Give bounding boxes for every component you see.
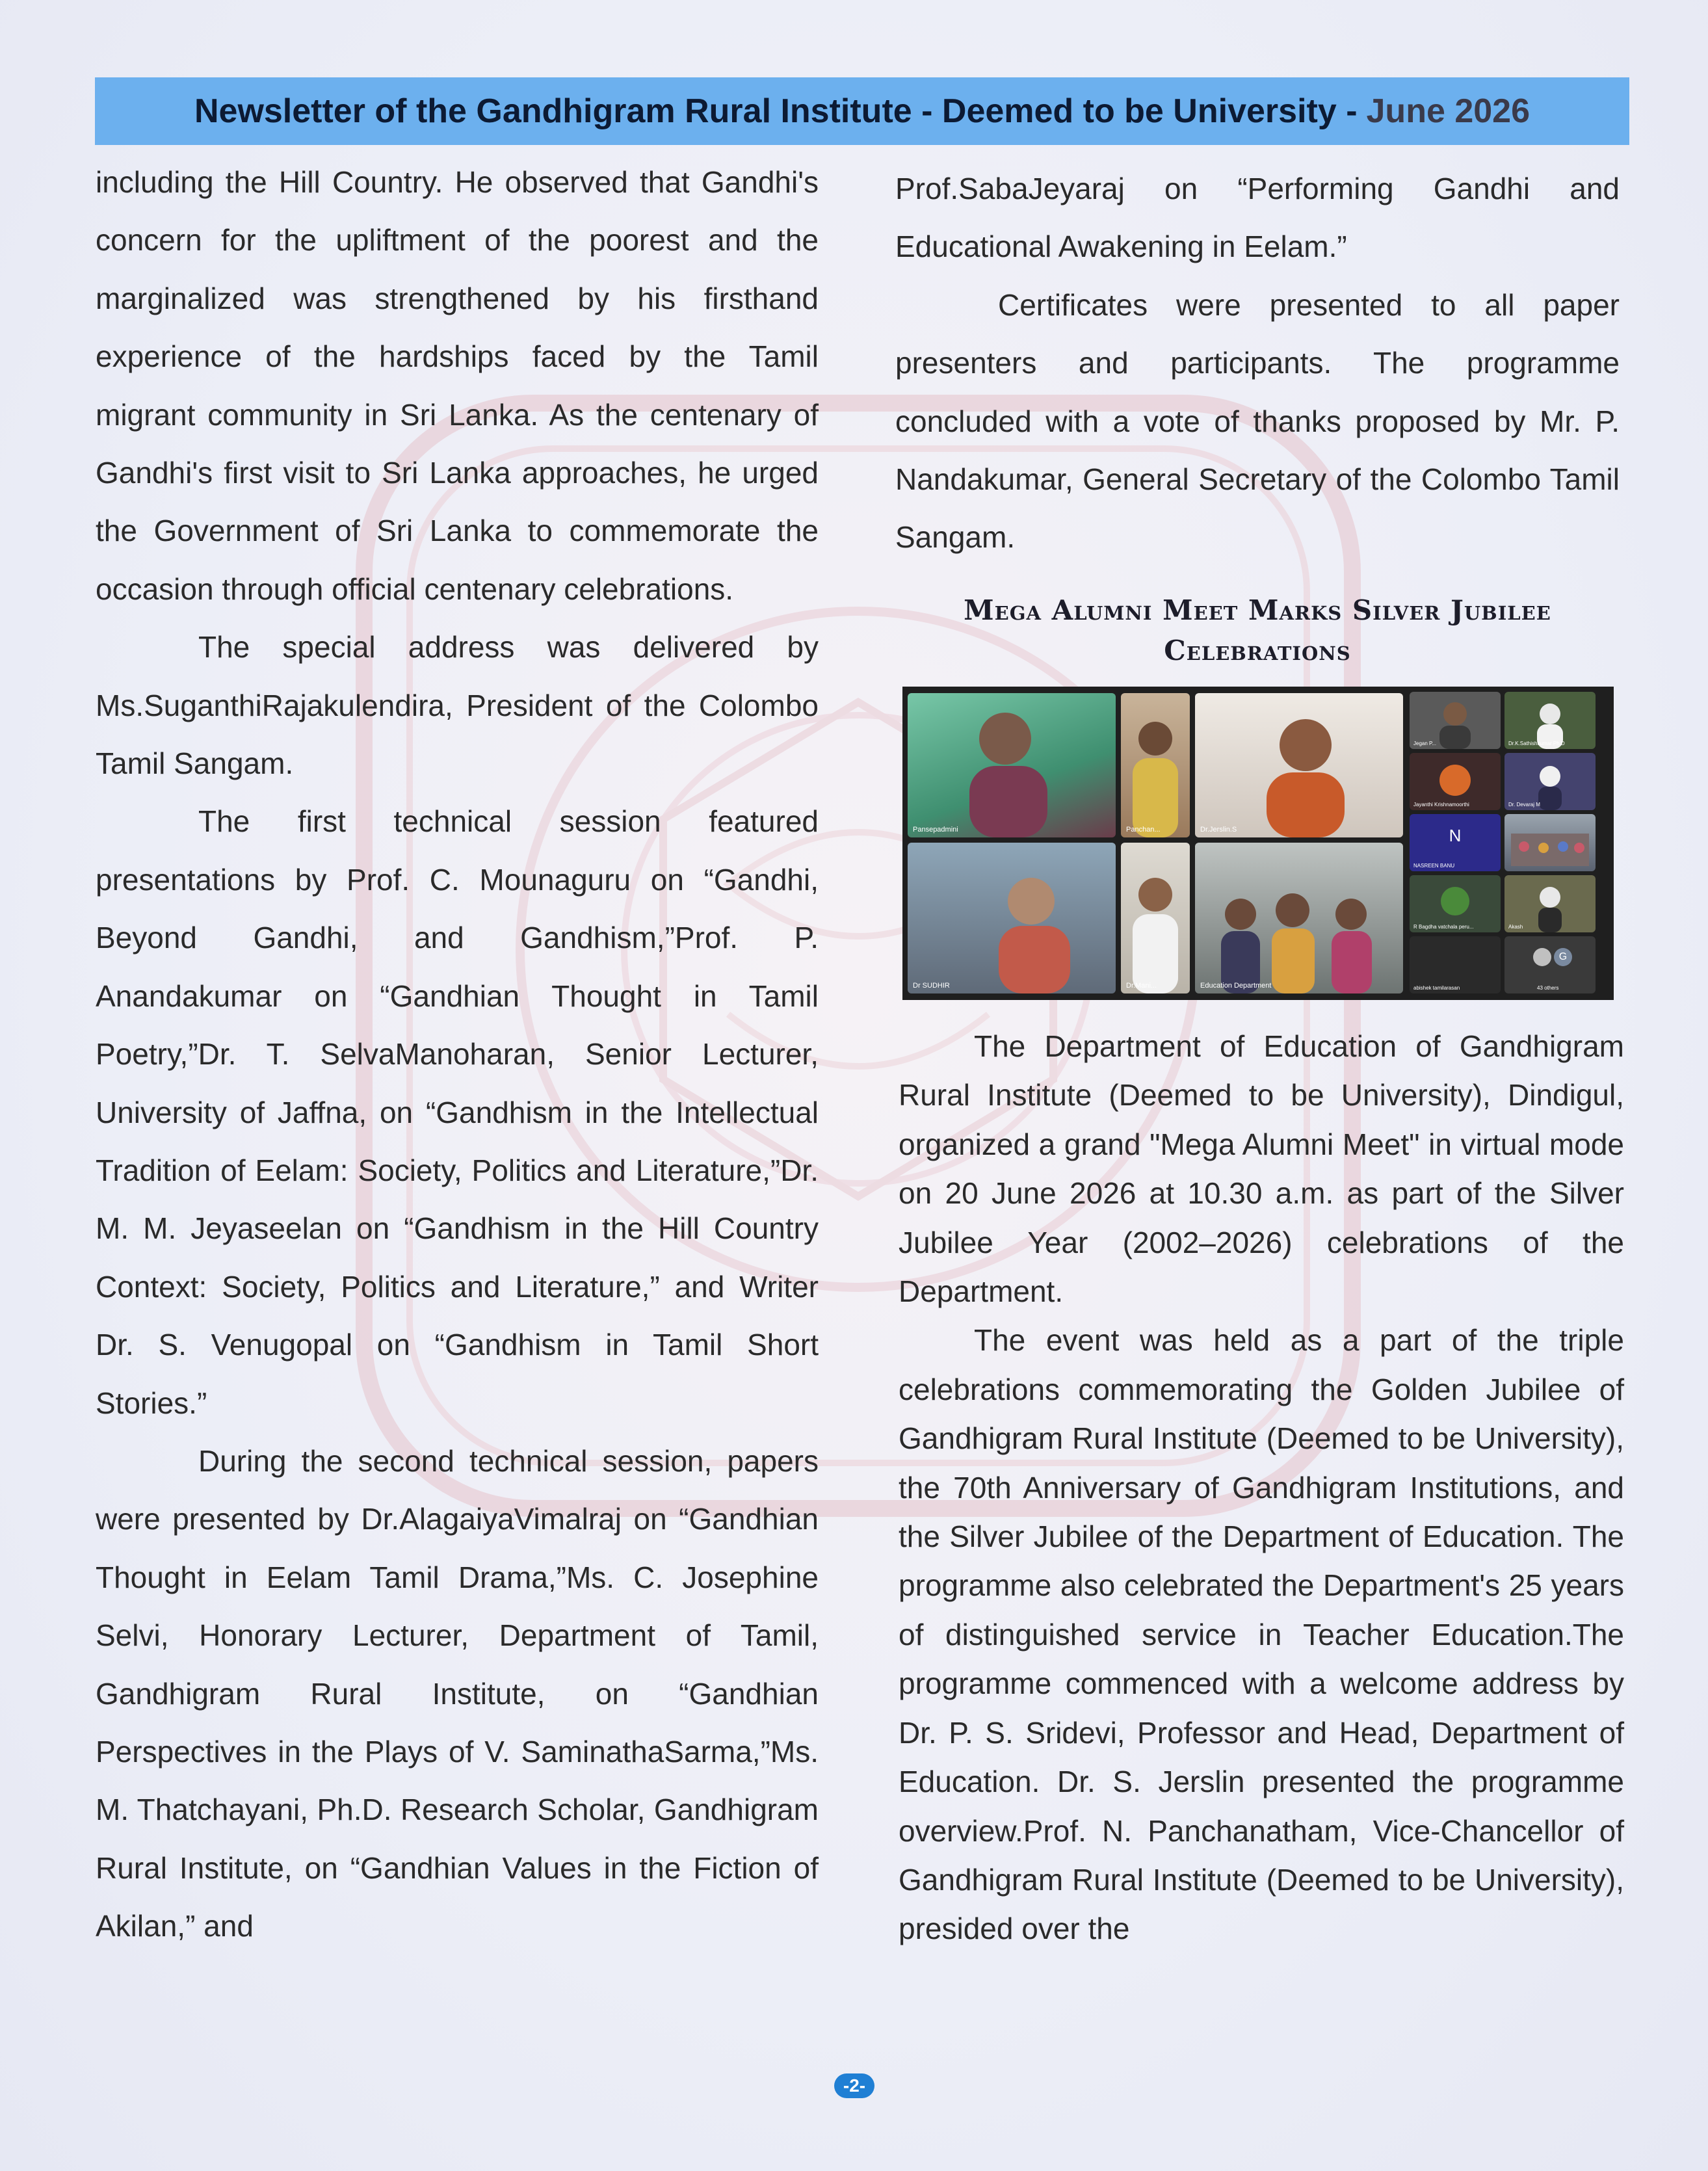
video-tile-name: Dr.Mani... bbox=[1126, 982, 1157, 990]
participant-silhouette-icon bbox=[908, 693, 1116, 837]
thumbnail-tile bbox=[1410, 692, 1501, 749]
left-paragraph-2: The special address was delivered by Ms.SuganthiRajakulendira, President of the Colombo Tamil Sangam. bbox=[96, 630, 819, 781]
thumbnail-tile bbox=[1410, 936, 1501, 993]
participant-silhouette-icon bbox=[1195, 693, 1403, 837]
group-photo-icon bbox=[1504, 814, 1596, 871]
participant-silhouette-icon bbox=[1121, 693, 1190, 837]
video-tile-name: Panchan... bbox=[1126, 826, 1161, 834]
left-paragraph-4: During the second technical session, papers were presented by Dr.AlagaiyaVimalraj on “Gandhian Thought in Eelam Tamil Drama,”Ms. C. Josephine Selvi, Honorary Lecturer, Department of Tamil, Gandhigram Rural Institute, on “Gandhian Perspectives in the Plays of V. SaminathaSarma,”Ms. M. Thatchayani, Ph.D. Research Scholar, Gandhigram Rural Institute, on “Gandhian Values in the Fiction of Akilan,” and bbox=[96, 1443, 819, 1943]
thumbnail-tile bbox=[1504, 692, 1596, 749]
newsletter-header bbox=[95, 77, 1629, 145]
thumbnail-name: Jegan P... bbox=[1413, 741, 1436, 746]
thumbnail-tile bbox=[1410, 875, 1501, 932]
article-heading: Mega Alumni Meet Marks Silver Jubilee Celebrations bbox=[964, 594, 1551, 666]
thumbnail-name: NASREEN BANU bbox=[1413, 863, 1455, 869]
video-tile-name: Education Department bbox=[1200, 982, 1272, 990]
avatar-letter: N bbox=[1449, 826, 1462, 845]
thumbnail-name: Dr. Devaraj M bbox=[1508, 802, 1540, 808]
video-tile bbox=[1195, 693, 1403, 837]
video-tile bbox=[1195, 843, 1403, 993]
video-tile bbox=[1121, 843, 1190, 993]
avatar-letter: G bbox=[1554, 948, 1572, 966]
left-paragraph-3: The first technical session featured presentations by Prof. C. Mounaguru on “Gandhi, Beyond Gandhi, and Gandhism,”Prof. P. Anandakumar on “Gandhian Thought in Tamil Poetry,”Dr. T. SelvaManoharan, Senior Lecturer, University of Jaffna, on “Gandhism in the Intellectual Tradition of Eelam: Society, Politics and Literature,”Dr. M. M. Jeyaseelan on “Gandhism in the Hill Country Context: Society, Politics and Literature,” and Writer Dr. S. Venugopal on “Gandhism in Tamil Short Stories.” bbox=[96, 804, 819, 1420]
header-date: June 2026 bbox=[1366, 92, 1531, 130]
right-paragraph-2: Certificates were presented to all paper presenters and participants. The programme concluded with a vote of thanks proposed by Mr. P. Nandakumar, General Secretary of the Colombo Tamil Sangam. bbox=[895, 287, 1620, 555]
thumbnail-tile bbox=[1504, 875, 1596, 932]
participant-silhouette-icon bbox=[1121, 843, 1190, 993]
right-paragraph-3: The Department of Education of Gandhigram Rural Institute (Deemed to be University), Dindigul, organized a grand "Mega Alumni Meet" in virtual mode on 20 June 2026 at 10.30 a.m. as part of the Silver Jubilee Year (2002–2026) celebrations of the Department. bbox=[899, 1029, 1624, 1309]
video-tile bbox=[908, 693, 1116, 837]
thumbnail-tile bbox=[1504, 814, 1596, 871]
video-tile bbox=[1121, 693, 1190, 837]
video-tile bbox=[908, 843, 1116, 993]
right-column-top bbox=[895, 160, 1620, 567]
thumbnail-name: abishek tamilarasan bbox=[1413, 985, 1460, 991]
participant-avatars-icon bbox=[1504, 936, 1596, 975]
video-call-photo bbox=[902, 687, 1614, 1000]
left-paragraph-1: including the Hill Country. He observed that Gandhi's concern for the upliftment of the poorest and the marginalized was strengthened by his firsthand experience of the hardships faced by the Tamil migrant community in Sri Lanka. As the centenary of Gandhi's first visit to Sri Lanka approaches, he urged the Government of Sri Lanka to commemorate the occasion through official centenary celebrations. bbox=[96, 165, 819, 606]
header-title: Newsletter of the Gandhigram Rural Institute - Deemed to be University - bbox=[194, 92, 1358, 130]
thumbnail-tile bbox=[1410, 814, 1501, 871]
others-count: 43 others bbox=[1537, 985, 1559, 991]
right-column-bottom bbox=[899, 1022, 1624, 1954]
participant-group-icon bbox=[1195, 843, 1403, 993]
video-tile-name: Dr SUDHIR bbox=[913, 982, 950, 990]
thumbnail-tile bbox=[1504, 753, 1596, 810]
participant-silhouette-icon bbox=[908, 843, 1116, 993]
right-paragraph-1: Prof.SabaJeyaraj on “Performing Gandhi and Educational Awakening in Eelam.” bbox=[895, 172, 1620, 264]
video-tile-name: Dr.Jerslin.S bbox=[1200, 826, 1237, 834]
more-participants-tile bbox=[1504, 936, 1596, 993]
thumbnail-name: R Bagdha vatchala peru... bbox=[1413, 924, 1474, 930]
page-number: -2- bbox=[834, 2073, 874, 2098]
thumbnail-name: Jayanthi Krishnamoorthi bbox=[1413, 802, 1469, 808]
thumbnail-name: Akash bbox=[1508, 924, 1523, 930]
left-column bbox=[96, 153, 819, 1956]
thumbnail-tile bbox=[1410, 753, 1501, 810]
thumbnail-name: Dr.K.Sathishkumar Ph.D bbox=[1508, 741, 1565, 746]
right-paragraph-4: The event was held as a part of the triple celebrations commemorating the Golden Jubilee of Gandhigram Rural Institute (Deemed to be University), the 70th Anniversary of Gandhigram Institutions, and the Silver Jubilee of the Department of Education. The programme also celebrated the Department's 25 years of distinguished service in Teacher Education.The programme commenced with a welcome address by Dr. P. S. Sridevi, Professor and Head, Department of Education. Dr. S. Jerslin presented the programme overview.Prof. N. Panchanatham, Vice-Chancellor of Gandhigram Rural Institute (Deemed to be University), presided over the bbox=[899, 1323, 1624, 1946]
video-tile-name: Pansepadmini bbox=[913, 826, 958, 834]
